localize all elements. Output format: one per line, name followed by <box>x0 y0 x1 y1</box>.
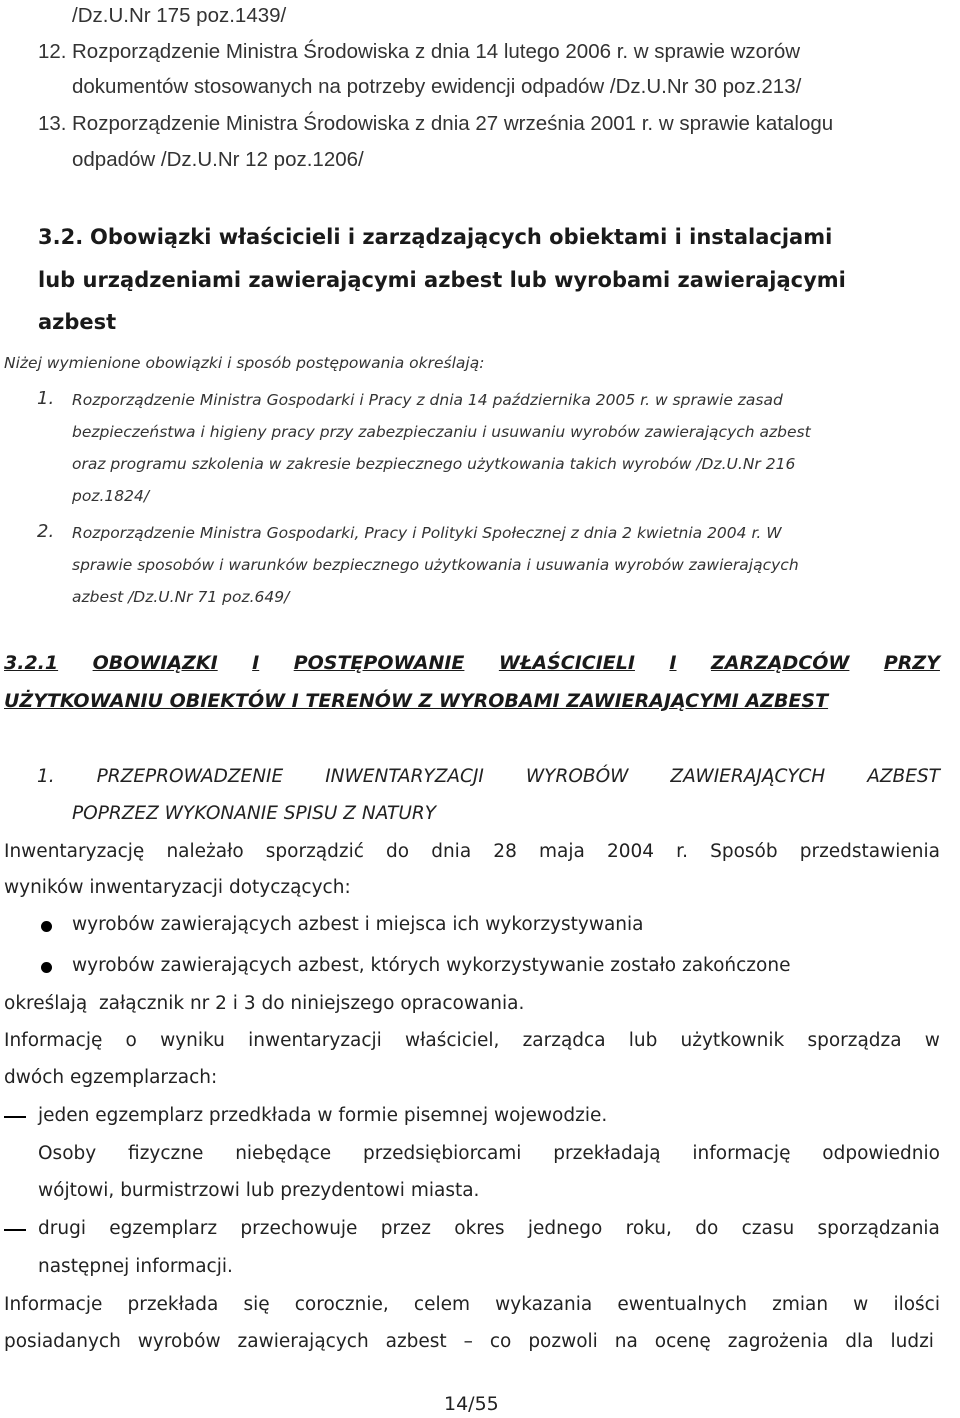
word: drugi <box>38 1218 86 1239</box>
paragraph-line: wójtowi, burmistrzowi lub prezydentowi miasta. <box>38 1180 480 1201</box>
subsubsection-title: POPRZEZ WYKONANIE SPISU Z NATURY <box>72 803 437 824</box>
word: okres <box>454 1218 505 1239</box>
word: zmian <box>772 1294 829 1315</box>
word: dnia <box>431 841 472 862</box>
word: przez <box>380 1218 431 1239</box>
word: użytkownik <box>680 1030 785 1051</box>
word: pozwoli <box>528 1331 598 1352</box>
word: inwentaryzacji <box>248 1030 382 1051</box>
title-word: 1. <box>37 766 55 787</box>
dash-item: jeden egzemplarz przedkłada w formie pisemnej wojewodzie. <box>38 1105 608 1126</box>
word: właściciel, <box>405 1030 500 1051</box>
word: corocznie, <box>294 1294 389 1315</box>
title-word: PRZEPROWADZENIE <box>96 766 284 787</box>
title-word: I <box>252 652 260 674</box>
word: Inwentaryzację <box>4 841 145 862</box>
word: przekładają <box>553 1143 661 1164</box>
word: dla <box>845 1331 874 1352</box>
word: azbest <box>385 1331 447 1352</box>
word: przechowuje <box>240 1218 358 1239</box>
word: przedstawienia <box>799 841 940 862</box>
subsection-title <box>4 652 940 674</box>
word: należało <box>166 841 244 862</box>
title-word: WYROBÓW <box>525 766 629 787</box>
word: fizyczne <box>128 1143 204 1164</box>
paragraph-line <box>4 1331 934 1352</box>
paragraph-line <box>4 841 940 862</box>
dash-bullet-icon <box>4 1116 26 1118</box>
list-item-number: 1. <box>37 388 55 409</box>
word: w <box>924 1030 940 1051</box>
title-word: OBOWIĄZKI <box>92 652 218 674</box>
word: zawierających <box>237 1331 369 1352</box>
bullet-icon <box>41 962 52 973</box>
word: czasu <box>741 1218 795 1239</box>
title-word: WŁAŚCICIELI <box>498 652 635 674</box>
word: ewentualnych <box>617 1294 747 1315</box>
word: zagrożenia <box>727 1331 829 1352</box>
word: r. <box>676 841 688 862</box>
title-word: PRZY <box>883 652 940 674</box>
word: 28 <box>493 841 517 862</box>
legal-ref-number: 13. <box>38 112 67 135</box>
paragraph-line: dwóch egzemplarzach: <box>4 1067 218 1088</box>
word: na <box>614 1331 638 1352</box>
word: Sposób <box>710 841 778 862</box>
subsubsection-title <box>37 766 940 787</box>
word: roku, <box>625 1218 672 1239</box>
title-word: AZBEST <box>867 766 940 787</box>
title-word: POSTĘPOWANIE <box>293 652 465 674</box>
title-word: I <box>669 652 677 674</box>
dash-item <box>38 1218 940 1239</box>
word: jednego <box>527 1218 603 1239</box>
bullet-icon <box>41 921 52 932</box>
bullet-item: wyrobów zawierających azbest, których wykorzystywanie zostało zakończone <box>72 955 791 976</box>
list-item-text: poz.1824/ <box>72 487 150 505</box>
section-title: azbest <box>38 310 117 334</box>
list-item-number: 2. <box>37 521 55 542</box>
word: ludzi <box>890 1331 934 1352</box>
legal-ref-number: 12. <box>38 40 67 63</box>
paragraph-line <box>4 1294 940 1315</box>
page-number: 14/55 <box>444 1393 499 1415</box>
title-word: ZAWIERAJĄCYCH <box>670 766 826 787</box>
title-word: INWENTARYZACJI <box>325 766 484 787</box>
paragraph-line: wyników inwentaryzacji dotyczących: <box>4 877 351 898</box>
word: ocenę <box>654 1331 711 1352</box>
word: ilości <box>893 1294 940 1315</box>
word: niebędące <box>235 1143 332 1164</box>
word: do <box>695 1218 719 1239</box>
list-item-text: Rozporządzenie Ministra Gospodarki i Pracy z dnia 14 października 2005 r. w sprawie zasad <box>72 391 783 409</box>
word: sporządzania <box>817 1218 940 1239</box>
word: sporządza <box>807 1030 902 1051</box>
word: wyniku <box>160 1030 225 1051</box>
word: wykazania <box>495 1294 593 1315</box>
list-item-text: sprawie sposobów i warunków bezpiecznego użytkowania i usuwania wyrobów zawierających <box>72 556 799 574</box>
section-number: 3.2. <box>38 225 84 249</box>
word: przedsiębiorcami <box>363 1143 522 1164</box>
word: Osoby <box>38 1143 97 1164</box>
legal-ref-line: Rozporządzenie Ministra Środowiska z dnia 27 września 2001 r. w sprawie katalogu <box>72 112 834 135</box>
paragraph-line: określają załącznik nr 2 i 3 do niniejszego opracowania. <box>4 993 525 1014</box>
dash-item: następnej informacji. <box>38 1256 233 1277</box>
title-word: ZARZĄDCÓW <box>710 652 850 674</box>
list-item-text: azbest /Dz.U.Nr 71 poz.649/ <box>72 588 290 606</box>
section-title: Obowiązki właścicieli i zarządzających obiektami i instalacjami <box>90 225 833 249</box>
legal-ref-line: odpadów /Dz.U.Nr 12 poz.1206/ <box>72 148 364 171</box>
word: – <box>463 1331 473 1352</box>
word: odpowiednio <box>822 1143 940 1164</box>
word: co <box>489 1331 512 1352</box>
paragraph-line <box>38 1143 940 1164</box>
list-item-text: oraz programu szkolenia w zakresie bezpiecznego użytkowania takich wyrobów /Dz.U.Nr 216 <box>72 455 796 473</box>
title-word: 3.2.1 <box>4 652 59 674</box>
list-item-text: Rozporządzenie Ministra Gospodarki, Pracy i Polityki Społecznej z dnia 2 kwietnia 2004 r. W <box>72 524 782 542</box>
word: do <box>386 841 410 862</box>
word: Informację <box>4 1030 103 1051</box>
word: przekłada <box>127 1294 219 1315</box>
subsection-title: UŻYTKOWANIU OBIEKTÓW I TERENÓW Z WYROBAMI ZAWIERAJĄCYMI AZBEST <box>4 690 829 712</box>
word: lub <box>628 1030 658 1051</box>
section-intro: Niżej wymienione obowiązki i sposób postępowania określają: <box>4 354 485 372</box>
section-title: lub urządzeniami zawierającymi azbest lub wyrobami zawierającymi <box>38 268 846 292</box>
legal-ref-line: dokumentów stosowanych na potrzeby ewidencji odpadów /Dz.U.Nr 30 poz.213/ <box>72 75 802 98</box>
word: posiadanych <box>4 1331 121 1352</box>
word: zarządca <box>522 1030 606 1051</box>
dash-bullet-icon <box>4 1229 26 1231</box>
word: egzemplarz <box>109 1218 218 1239</box>
word: sporządzić <box>265 841 364 862</box>
word: maja <box>538 841 585 862</box>
bullet-item: wyrobów zawierających azbest i miejsca ich wykorzystywania <box>72 914 644 935</box>
paragraph-line <box>4 1030 940 1051</box>
list-item-text: bezpieczeństwa i higieny pracy przy zabezpieczaniu i usuwaniu wyrobów zawierających azbest <box>72 423 811 441</box>
legal-ref-line: /Dz.U.Nr 175 poz.1439/ <box>72 4 287 27</box>
word: informację <box>692 1143 791 1164</box>
word: w <box>853 1294 869 1315</box>
word: celem <box>413 1294 471 1315</box>
word: Informacje <box>4 1294 103 1315</box>
word: wyrobów <box>137 1331 221 1352</box>
legal-ref-line: Rozporządzenie Ministra Środowiska z dnia 14 lutego 2006 r. w sprawie wzorów <box>72 40 801 63</box>
word: 2004 <box>606 841 655 862</box>
word: się <box>243 1294 270 1315</box>
word: o <box>125 1030 137 1051</box>
